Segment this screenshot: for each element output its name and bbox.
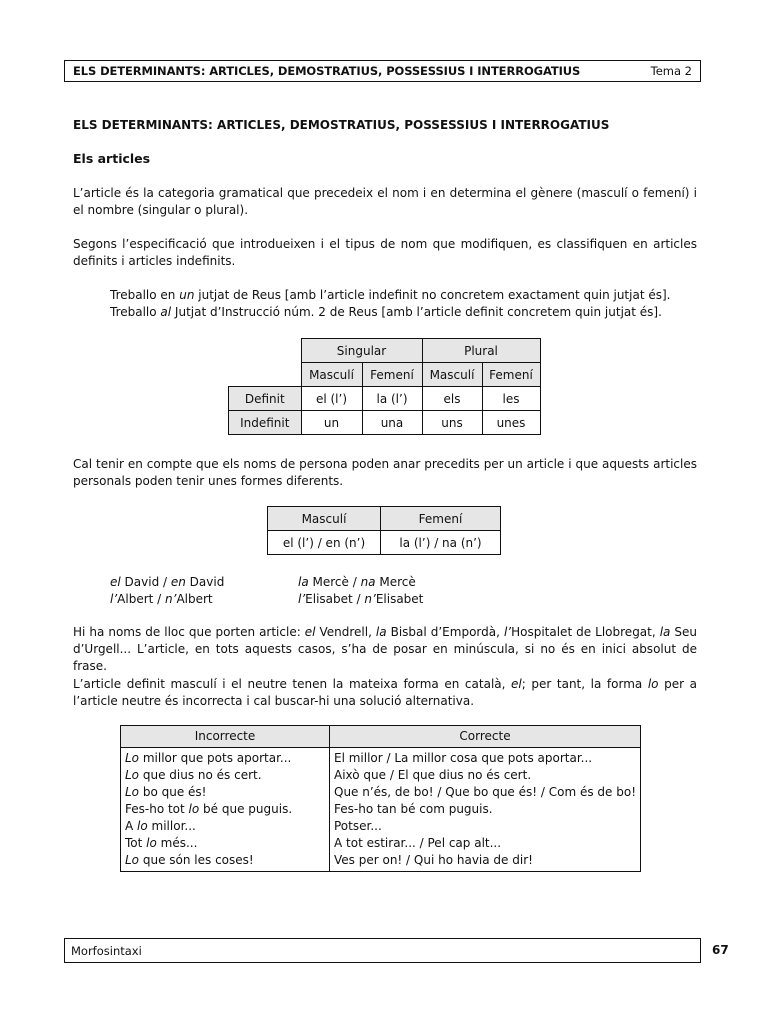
paragraph-3: Cal tenir en compte que els noms de persona poden anar precedits per un article i que aquests articles personals poden tenir unes formes diferents. <box>73 457 697 488</box>
correct-line: El millor / La millor cosa que pots aportar... <box>334 751 593 765</box>
name-example <box>110 574 224 591</box>
plural-header: Plural <box>422 339 540 363</box>
name-text: Elisabet <box>375 592 424 606</box>
page-header <box>64 60 701 82</box>
correct-line: A tot estirar... / Pel cap alt... <box>334 836 502 850</box>
main-title: ELS DETERMINANTS: ARTICLES, DEMOSTRATIUS, POSSESSIUS I INTERROGATIUS <box>73 118 610 132</box>
lo-correction-table <box>120 725 641 872</box>
example-1-article: un <box>179 288 195 302</box>
name-text: David <box>185 575 225 589</box>
name-text: Albert / <box>117 592 166 606</box>
text: Tot <box>125 836 147 850</box>
article: la <box>298 575 309 589</box>
text: Vendrell, <box>315 625 376 639</box>
text: ; per tant, la forma <box>521 677 648 691</box>
singular-header: Singular <box>301 339 422 363</box>
table-cell: el (l’) / en (n’) <box>268 531 381 555</box>
text: A <box>125 819 138 833</box>
table-cell: la (l’) / na (n’) <box>381 531 501 555</box>
table-cell: un <box>301 411 362 435</box>
table-cell: les <box>482 387 540 411</box>
article: Lo <box>125 751 140 765</box>
incorrect-line <box>125 801 325 818</box>
empty-cell <box>229 363 302 387</box>
subheader-cell: Masculí <box>422 363 482 387</box>
table-row <box>268 531 501 555</box>
text: Hi ha noms de lloc que porten article: <box>73 625 305 639</box>
example-2-text-a: Treballo <box>110 305 161 319</box>
example-2-article: al <box>160 305 172 319</box>
paragraph-2: Segons l’especificació que introdueixen i el tipus de nom que modifiquen, es classifiquen en articles definits i articles indefinits. <box>73 237 697 268</box>
incorrect-line <box>125 852 325 869</box>
article: Lo <box>125 768 140 782</box>
name-text: Albert <box>176 592 213 606</box>
article: lo <box>146 836 157 850</box>
article: en <box>170 575 186 589</box>
example-1-text-a: Treballo en <box>110 288 180 302</box>
example-2-text-b: Jutjat d’Instrucció núm. 2 de Reus [amb l’article definit concretem quin jutjat és]. <box>171 305 662 319</box>
table-cell: els <box>422 387 482 411</box>
incorrect-line <box>125 767 325 784</box>
header-tema: Tema 2 <box>650 64 692 78</box>
article: l’ <box>110 592 118 606</box>
article: el <box>511 677 522 691</box>
article: lo <box>137 819 148 833</box>
text: Seu d’Urgell... L’article, en tots aquests casos, s’ha de posar en minúscula, si no és en inici absolut de frase. <box>73 625 698 673</box>
table-row <box>229 387 541 411</box>
article: la <box>659 625 671 639</box>
article: el <box>304 625 316 639</box>
incorrect-column <box>121 748 330 872</box>
text: Hospitalet de Llobregat, <box>511 625 660 639</box>
article: l’ <box>298 592 306 606</box>
correct-column <box>330 748 641 872</box>
header-correct: Correcte <box>330 726 641 748</box>
subheader-cell: Femení <box>362 363 422 387</box>
name-text: Mercè <box>375 575 416 589</box>
header-cell: Femení <box>381 507 501 531</box>
name-text: David / <box>120 575 171 589</box>
header-incorrect: Incorrecte <box>121 726 330 748</box>
text: millor que pots aportar... <box>139 751 292 765</box>
correct-line: Ves per on! / Qui ho havia de dir! <box>334 853 533 867</box>
name-text: Elisabet / <box>305 592 365 606</box>
article: el <box>110 575 121 589</box>
article: Lo <box>125 785 140 799</box>
paragraph-5 <box>73 676 697 710</box>
text: Fes-ho tot <box>125 802 189 816</box>
table-cell: uns <box>422 411 482 435</box>
text: L’article definit masculí i el neutre tenen la mateixa forma en català, <box>73 677 512 691</box>
incorrect-line <box>125 835 325 852</box>
table-row <box>229 411 541 435</box>
name-examples-left <box>110 574 224 608</box>
paragraph-4 <box>73 624 697 675</box>
correct-line: Que n’és, de bo! / Que bo que és! / Com és de bo! <box>334 785 637 799</box>
article: n’ <box>364 592 376 606</box>
incorrect-line <box>125 818 325 835</box>
footer-label: Morfosintaxi <box>71 943 142 958</box>
personal-articles-table <box>267 506 501 555</box>
table-cell: unes <box>482 411 540 435</box>
article: lo <box>647 677 659 691</box>
table-row <box>121 748 641 872</box>
name-examples-right <box>298 574 423 608</box>
text: millor... <box>147 819 196 833</box>
subheader-cell: Masculí <box>301 363 362 387</box>
correct-line: Potser... <box>334 819 382 833</box>
incorrect-line <box>125 784 325 801</box>
row-label: Indefinit <box>229 411 302 435</box>
article: Lo <box>125 853 140 867</box>
table-cell: la (l’) <box>362 387 422 411</box>
example-2 <box>110 304 662 321</box>
subheader-cell: Femení <box>482 363 540 387</box>
incorrect-line <box>125 750 325 767</box>
article: lo <box>188 802 200 816</box>
section-title: Els articles <box>73 151 151 166</box>
row-label: Definit <box>229 387 302 411</box>
text: més... <box>156 836 198 850</box>
correct-line: Fes-ho tan bé com puguis. <box>334 802 493 816</box>
articles-table <box>228 338 541 435</box>
article: l’ <box>503 625 512 639</box>
name-text: Mercè / <box>308 575 361 589</box>
article: n’ <box>165 592 177 606</box>
text: que dius no és cert. <box>139 768 262 782</box>
text: Bisbal d’Empordà, <box>386 625 504 639</box>
text: per a l’article neutre és incorrecta i cal buscar-hi una solució alternativa. <box>73 677 697 708</box>
text: que són les coses! <box>139 853 254 867</box>
correct-line: Això que / El que dius no és cert. <box>334 768 532 782</box>
article: la <box>375 625 387 639</box>
header-cell: Masculí <box>268 507 381 531</box>
name-example <box>110 591 224 608</box>
table-cell: el (l’) <box>301 387 362 411</box>
paragraph-1: L’article és la categoria gramatical que precedeix el nom i en determina el gènere (masculí o femení) i el nombre (singular o plural). <box>73 186 697 217</box>
example-1 <box>110 287 670 304</box>
empty-cell <box>229 339 302 363</box>
text: bo que és! <box>139 785 207 799</box>
name-example <box>298 574 423 591</box>
page-footer <box>64 938 701 963</box>
example-1-text-b: jutjat de Reus [amb l’article indefinit no concretem exactament quin jutjat és]. <box>194 288 671 302</box>
name-example <box>298 591 423 608</box>
text: bé que puguis. <box>199 802 293 816</box>
page-number: 67 <box>712 943 729 957</box>
header-title: ELS DETERMINANTS: ARTICLES, DEMOSTRATIUS, POSSESSIUS I INTERROGATIUS <box>73 64 581 78</box>
article: na <box>360 575 376 589</box>
table-cell: una <box>362 411 422 435</box>
